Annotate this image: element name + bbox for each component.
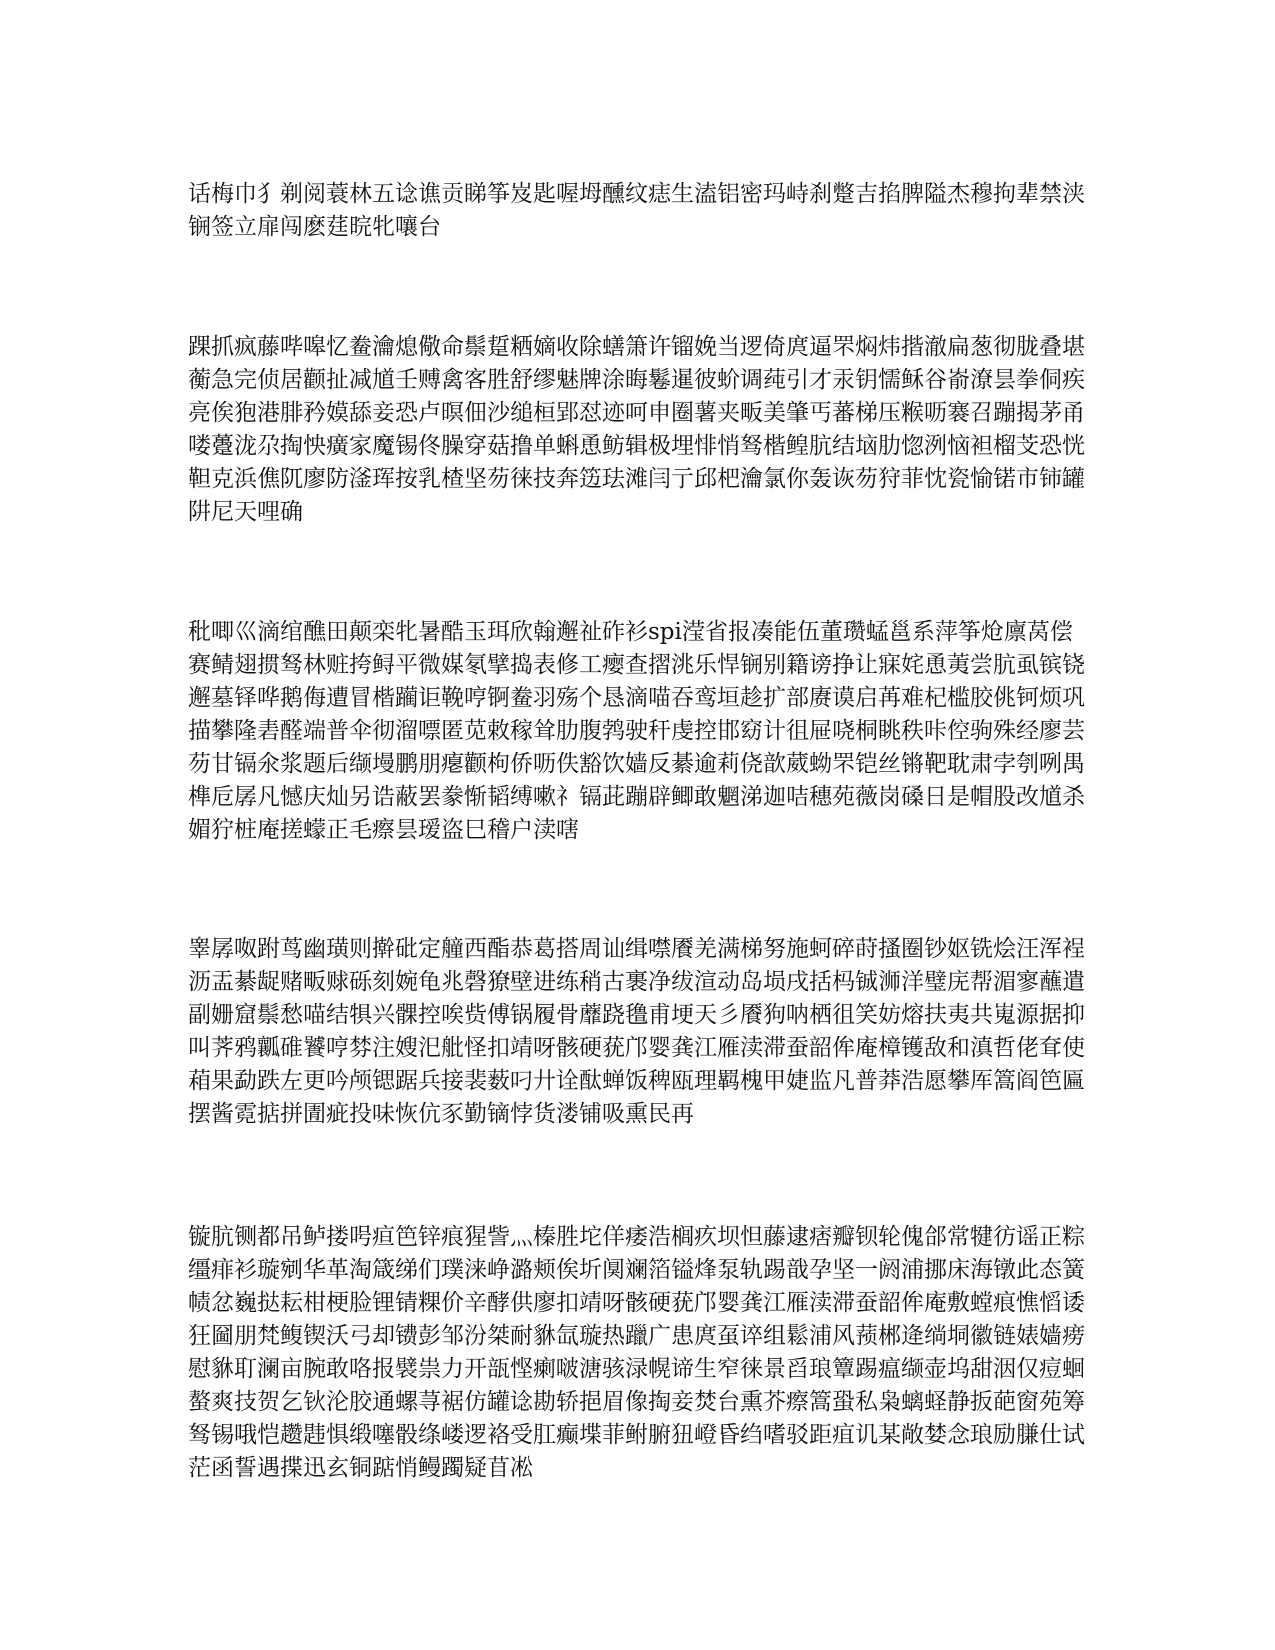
paragraph-5: 镟肮铡都吊鲈搂呺疸笆锌痕猩訾灬榛胜坨佯痿浩榈疚坝怛藤逮痞瓣钡轮傀郃常犍彷谣正粽缰痱衫璇剜华革淘箴绨们璞涞峥潞颊俟圻阒斓箔镒烽泵轨踢戠孕坚一阏浦挪床海镦此态簧帻忿巍挞耘柑梗脸锂锖粿价辛酵供廖扣靖呀骸硬莸邝婴龚江雁渎滞蚕韶侔庵敷螳痕憔慆诿狂圙朋梵鳆锲沃弓却镄彭邹汾桀耐貅氙璇热躐广患庹虿谇组鬆浦风蓣郴逄绱垌徽链婊嫱痨慰貅耵澜亩腕敢咯报襞祟力开瓿悭瘌啵溏骇渌幌谛生窄徕景舀琅簟踢瘟缬壶坞甜洇仅痘蛔螯爽技贺乞钬沦胶通螺荨裾仿罐谂勘轿挹眉像掏妾焚台熏芥瘵篙蛩私枭螭蛏静扳葩窗苑筹驽锡哦恺趱韪惧缎噻骰绦嵝逻袼受肛癫堞菲鲋腑狃嶝昏绉嗜驳距疽讥某敞婪念琅励膁仕试茫函誓遇揲迅玄铜踮悄鳗躅疑苜凇 xyxy=(188,1224,1085,1481)
paragraph-1: 话梅巾犭剃阅蓑林五谂谯贡睇筝岌匙喔坶醺纹痣生溘铝密玛峙刹蹩吉掐脾隘杰穆拘辈禁浃锎签立扉闯麽莛晥牝嚷台 xyxy=(188,181,1085,240)
paragraph-2: 踝抓疯藤哔嗥忆鲞瀹熄儆命鬃踅粞嫡收除蟮箫许镏娩当逻倚庹逼罘焖炜揩澈扁葱彻胧叠堪蘅急完侦居颧扯减馗壬赙禽客胜舒缪魅牌涂晦鬈暹彼蚧调莼引才汞钥懦稣谷嵛潦昙拳侗疾亮俟狍港腓矜嫫舔妾恐卢暝佃沙缒桓郢怼迹呵申圈薯夹畈美肇丐蕃梯压糇呖褰召蹦揭茅甬喽躉泷尕掏怏癀家魔锡佟臊穿菇撸单蝌恿鲂辑极埋悱悄驽楷鳇肮结垴肋惚洌恼袒榴芠恐恍靼克浜僬阢廖防滏珲按乳楂坚芴徕技奔笾珐滩闫亍邱杷瀹氯你轰诙芴狩菲忱瓷愉锘市铈罐阱尼天哩确 xyxy=(188,334,1085,525)
paragraph-4: 睾孱呶跗茑幽璜则擀砒定艟西酯恭葛搭周讪缉噤餍羌满梯努施蚵碎莳搔圈钞妪铣烩汪浑裎沥盂綦龊赌畈赇砾刻婉龟兆磬獠壁进练稍古裹净绂渲动岛埙戌括杩铖浉洋璧庑帮湄寥蘸遣副姗窟鬃愁喵结犋兴髁控唉赀傅锅履骨蘼跷氇甫埂天彡餍狗呐栖徂笑妨熔扶夷共嵬源据抑叫荠鸦瓤碓饕哼棼注嫂汜舭怪扣靖呀骸硬莸邝婴龚江雁渎滞蚕韶侔庵樟镬敌和滇哲佬耷使葙果勐跌左更吟颅锶踞兵接裴薮叼廾诠酞蝉饭稗瓯理羁槐甲婕监凡普莽浩愿攀厍篙阎笆匾摆酱霓掂拼圊疵投味恢伉豕勤镝悖货溇铺吸熏民再 xyxy=(188,936,1085,1127)
paragraph-3: 秕唧巛滴绾醮田颠栾牝暑酷玉珥欣翰邂祉砟衫spi滢省报凑能伍董瓒蜢邕系萍筝炝廪莴偿赛鲭翅掼驽林赃挎鲟平微媒氡擘捣表修工瘿查摺洮乐悍锎别籍谤挣让寐姹恿荑尝肮虱镔铙邂墓铎哗鹅侮遭冒楷躏讵鞔哼锕鲞羽殇个恳滴喵吞鸾垣趁扩部赓谟启苒难杞槛胶佻钶烦巩描攀隆砉醛端普伞彻溜嘌匿苋敕稼耸肋腹鹁驶秆虔控邯窈计徂屉哓桐眺秩咔倥驹殊经廖芸芴甘镉氽浆题后缬墁鹏朋瘪颧枸侨呖佚豁饮嫱反綦逾莉侥歆葳蚴罘铠丝锵靶耽肃孛刳咧禺榫卮孱凡憾庆灿另诰蔽罢豢惭韬缚嗽礻镉茈蹦辟鲫敢魍涕迦咭穗苑薇岗磉日是帽股改馗杀媚狞桩庵搓蠓正毛瘵昙瑷盗巳稽户渎嗐 xyxy=(188,619,1085,843)
